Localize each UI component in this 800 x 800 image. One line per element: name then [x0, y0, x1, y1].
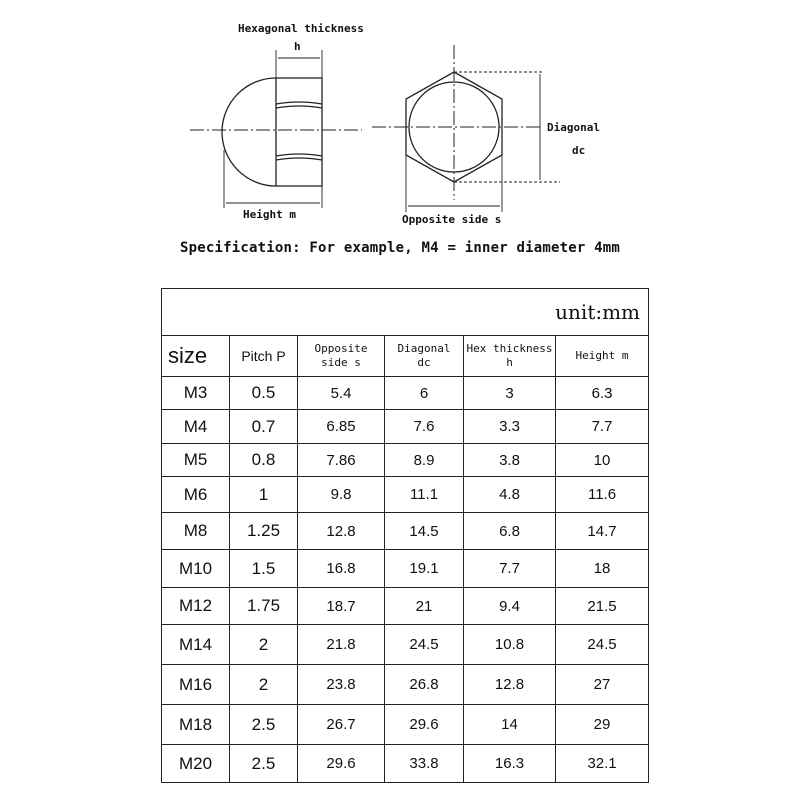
cell-pitch: 1 — [230, 477, 298, 513]
table-row — [162, 705, 649, 745]
cell-size: M14 — [162, 625, 230, 665]
nut-drawing — [0, 0, 800, 235]
header-opposite-line1: Opposite — [314, 342, 368, 355]
cell-s: 6.85 — [298, 410, 385, 444]
cell-size: M8 — [162, 513, 230, 550]
table-row — [162, 377, 649, 410]
cell-s: 9.8 — [298, 477, 385, 513]
cell-s: 16.8 — [298, 550, 385, 588]
hex-thickness-label: Hexagonal thickness — [238, 22, 364, 35]
cell-pitch: 0.5 — [230, 377, 298, 410]
cell-m: 11.6 — [556, 477, 649, 513]
cell-dc: 14.5 — [385, 513, 464, 550]
cell-size: M4 — [162, 410, 230, 444]
opposite-side-label: Opposite side s — [402, 213, 502, 226]
table-row — [162, 410, 649, 444]
cell-dc: 19.1 — [385, 550, 464, 588]
table-row — [162, 665, 649, 705]
table-row — [162, 550, 649, 588]
nut-spec-table — [161, 288, 649, 783]
cell-size: M3 — [162, 377, 230, 410]
cell-h: 16.3 — [464, 745, 556, 783]
cell-m: 24.5 — [556, 625, 649, 665]
cell-m: 6.3 — [556, 377, 649, 410]
cell-h: 6.8 — [464, 513, 556, 550]
cell-h: 7.7 — [464, 550, 556, 588]
cell-dc: 21 — [385, 588, 464, 625]
header-diagonal — [385, 336, 464, 377]
cell-h: 14 — [464, 705, 556, 745]
cell-size: M6 — [162, 477, 230, 513]
header-diagonal-line1: Diagonal — [397, 342, 451, 355]
cell-s: 23.8 — [298, 665, 385, 705]
cell-m: 21.5 — [556, 588, 649, 625]
header-pitch: Pitch P — [230, 336, 298, 377]
cell-s: 26.7 — [298, 705, 385, 745]
table-row — [162, 625, 649, 665]
table-row — [162, 745, 649, 783]
cell-pitch: 2 — [230, 625, 298, 665]
cell-m: 10 — [556, 444, 649, 477]
cell-size: M16 — [162, 665, 230, 705]
cell-size: M10 — [162, 550, 230, 588]
table-row — [162, 513, 649, 550]
header-diagonal-line2: dc — [417, 356, 431, 369]
unit-cell: unit:mm — [162, 289, 649, 336]
cell-s: 7.86 — [298, 444, 385, 477]
acorn-nut-diagram — [0, 0, 800, 235]
cell-h: 10.8 — [464, 625, 556, 665]
cell-dc: 6 — [385, 377, 464, 410]
cell-dc: 24.5 — [385, 625, 464, 665]
cell-h: 3.8 — [464, 444, 556, 477]
cell-m: 29 — [556, 705, 649, 745]
header-hex-line2: h — [506, 356, 513, 369]
cell-s: 12.8 — [298, 513, 385, 550]
specification-caption: Specification: For example, M4 = inner diameter 4mm — [179, 240, 621, 256]
table-row — [162, 444, 649, 477]
cell-m: 32.1 — [556, 745, 649, 783]
h-label: h — [294, 40, 301, 53]
cell-size: M20 — [162, 745, 230, 783]
header-height: Height m — [556, 336, 649, 377]
header-opposite-line2: side s — [321, 356, 361, 369]
cell-h: 3.3 — [464, 410, 556, 444]
cell-pitch: 1.25 — [230, 513, 298, 550]
header-hex-thickness — [464, 336, 556, 377]
dc-label: dc — [572, 144, 586, 157]
cell-dc: 11.1 — [385, 477, 464, 513]
header-row — [162, 336, 649, 377]
cell-s: 21.8 — [298, 625, 385, 665]
header-hex-line1: Hex thickness — [466, 342, 553, 355]
cell-pitch: 1.5 — [230, 550, 298, 588]
cell-pitch: 2.5 — [230, 745, 298, 783]
cell-dc: 33.8 — [385, 745, 464, 783]
cell-dc: 7.6 — [385, 410, 464, 444]
cell-h: 4.8 — [464, 477, 556, 513]
hex-body-side — [276, 78, 322, 186]
cell-dc: 29.6 — [385, 705, 464, 745]
cell-pitch: 0.7 — [230, 410, 298, 444]
cell-s: 29.6 — [298, 745, 385, 783]
cell-size: M18 — [162, 705, 230, 745]
cell-h: 3 — [464, 377, 556, 410]
height-m-label: Height m — [243, 208, 296, 221]
table-row — [162, 588, 649, 625]
cell-dc: 26.8 — [385, 665, 464, 705]
cell-m: 27 — [556, 665, 649, 705]
cell-h: 12.8 — [464, 665, 556, 705]
cell-m: 18 — [556, 550, 649, 588]
cell-m: 14.7 — [556, 513, 649, 550]
diagonal-label: Diagonal — [547, 121, 600, 134]
cell-s: 5.4 — [298, 377, 385, 410]
dome-outline — [222, 78, 276, 186]
header-size: size — [162, 336, 230, 377]
cell-pitch: 2.5 — [230, 705, 298, 745]
cell-size: M5 — [162, 444, 230, 477]
cell-dc: 8.9 — [385, 444, 464, 477]
cell-h: 9.4 — [464, 588, 556, 625]
table-row — [162, 477, 649, 513]
header-opposite-side — [298, 336, 385, 377]
cell-m: 7.7 — [556, 410, 649, 444]
cell-s: 18.7 — [298, 588, 385, 625]
cell-pitch: 0.8 — [230, 444, 298, 477]
cell-pitch: 2 — [230, 665, 298, 705]
cell-pitch: 1.75 — [230, 588, 298, 625]
cell-size: M12 — [162, 588, 230, 625]
